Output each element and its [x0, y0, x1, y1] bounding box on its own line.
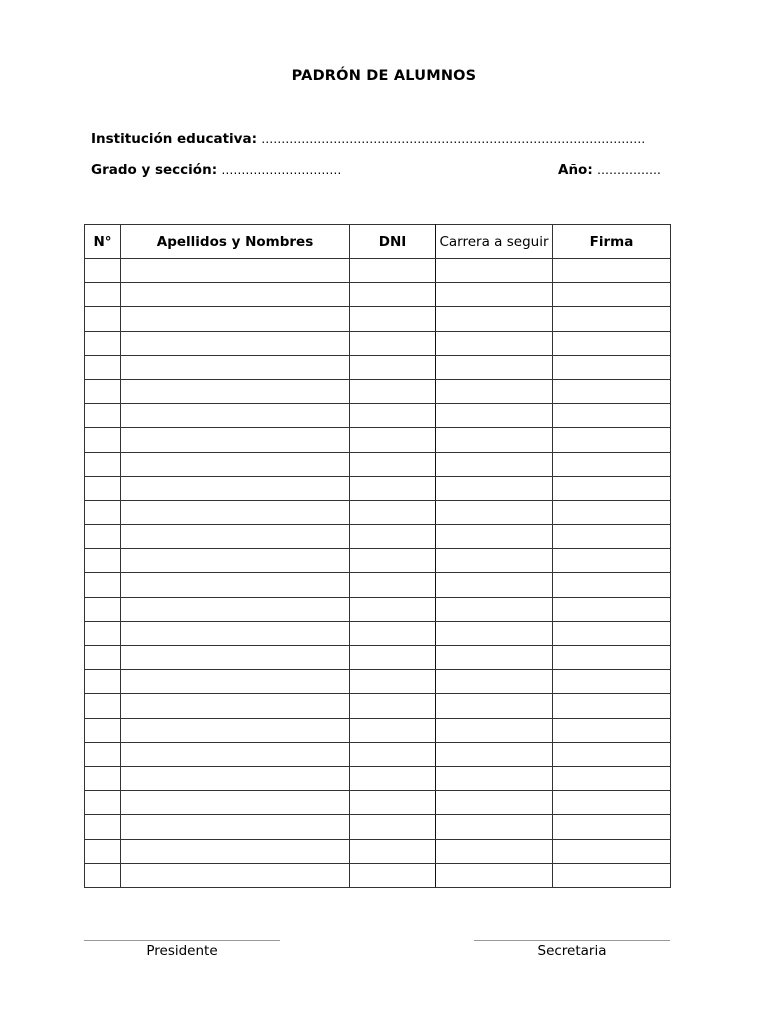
cell-career[interactable] — [436, 766, 553, 790]
table-row — [85, 621, 671, 645]
secretary-signature-label: Secretaria — [537, 943, 607, 959]
table-row — [85, 791, 671, 815]
cell-dni[interactable] — [350, 259, 436, 283]
cell-dni[interactable] — [350, 283, 436, 307]
cell-names[interactable] — [121, 766, 350, 790]
table-row — [85, 815, 671, 839]
cell-signature[interactable] — [553, 476, 671, 500]
table-row — [85, 428, 671, 452]
cell-number[interactable] — [85, 766, 121, 790]
year-field[interactable] — [558, 162, 661, 178]
cell-number[interactable] — [85, 428, 121, 452]
header-career: Carrera a seguir — [436, 225, 553, 259]
cell-dni[interactable] — [350, 573, 436, 597]
cell-number[interactable] — [85, 549, 121, 573]
table-row — [85, 670, 671, 694]
cell-names[interactable] — [121, 839, 350, 863]
cell-signature[interactable] — [553, 428, 671, 452]
cell-signature[interactable] — [553, 694, 671, 718]
cell-dni[interactable] — [350, 791, 436, 815]
cell-dni[interactable] — [350, 379, 436, 403]
cell-number[interactable] — [85, 355, 121, 379]
cell-signature[interactable] — [553, 452, 671, 476]
cell-dni[interactable] — [350, 815, 436, 839]
cell-career[interactable] — [436, 283, 553, 307]
cell-number[interactable] — [85, 379, 121, 403]
cell-career[interactable] — [436, 573, 553, 597]
cell-number[interactable] — [85, 597, 121, 621]
cell-career[interactable] — [436, 428, 553, 452]
header-dni: DNI — [350, 225, 436, 259]
table-row — [85, 839, 671, 863]
year-blank[interactable]: ……………. — [597, 163, 661, 177]
table-row — [85, 694, 671, 718]
cell-career[interactable] — [436, 621, 553, 645]
cell-dni[interactable] — [350, 839, 436, 863]
page-title: PADRÓN DE ALUMNOS — [291, 68, 477, 84]
cell-number[interactable] — [85, 404, 121, 428]
cell-dni[interactable] — [350, 331, 436, 355]
cell-career[interactable] — [436, 500, 553, 524]
cell-number[interactable] — [85, 646, 121, 670]
cell-dni[interactable] — [350, 452, 436, 476]
table-row — [85, 283, 671, 307]
cell-signature[interactable] — [553, 597, 671, 621]
cell-dni[interactable] — [350, 355, 436, 379]
cell-dni[interactable] — [350, 670, 436, 694]
cell-names[interactable] — [121, 791, 350, 815]
cell-career[interactable] — [436, 452, 553, 476]
cell-number[interactable] — [85, 815, 121, 839]
cell-dni[interactable] — [350, 694, 436, 718]
cell-number[interactable] — [85, 259, 121, 283]
student-roster-table — [84, 224, 671, 888]
cell-dni[interactable] — [350, 307, 436, 331]
cell-number[interactable] — [85, 573, 121, 597]
cell-signature[interactable] — [553, 404, 671, 428]
cell-names[interactable] — [121, 379, 350, 403]
cell-names[interactable] — [121, 694, 350, 718]
cell-dni[interactable] — [350, 500, 436, 524]
cell-names[interactable] — [121, 500, 350, 524]
cell-dni[interactable] — [350, 766, 436, 790]
cell-names[interactable] — [121, 549, 350, 573]
table-row — [85, 307, 671, 331]
table-row — [85, 476, 671, 500]
cell-names[interactable] — [121, 525, 350, 549]
cell-number[interactable] — [85, 500, 121, 524]
institution-label: Institución educativa: — [91, 131, 257, 147]
cell-career[interactable] — [436, 815, 553, 839]
president-signature-line — [84, 940, 280, 941]
cell-dni[interactable] — [350, 525, 436, 549]
cell-names[interactable] — [121, 452, 350, 476]
cell-names[interactable] — [121, 331, 350, 355]
table-row — [85, 766, 671, 790]
cell-names[interactable] — [121, 815, 350, 839]
table-row — [85, 259, 671, 283]
cell-names[interactable] — [121, 718, 350, 742]
cell-career[interactable] — [436, 670, 553, 694]
header-number: N° — [85, 225, 121, 259]
cell-career[interactable] — [436, 742, 553, 766]
cell-signature[interactable] — [553, 283, 671, 307]
cell-career[interactable] — [436, 379, 553, 403]
cell-dni[interactable] — [350, 718, 436, 742]
year-label: Año: — [558, 162, 593, 178]
cell-names[interactable] — [121, 476, 350, 500]
cell-dni[interactable] — [350, 742, 436, 766]
cell-signature[interactable] — [553, 573, 671, 597]
cell-number[interactable] — [85, 307, 121, 331]
cell-career[interactable] — [436, 525, 553, 549]
cell-dni[interactable] — [350, 621, 436, 645]
cell-names[interactable] — [121, 742, 350, 766]
cell-signature[interactable] — [553, 525, 671, 549]
president-signature-label: Presidente — [146, 943, 218, 959]
cell-number[interactable] — [85, 742, 121, 766]
cell-career[interactable] — [436, 404, 553, 428]
cell-signature[interactable] — [553, 742, 671, 766]
header-names: Apellidos y Nombres — [121, 225, 350, 259]
cell-career[interactable] — [436, 355, 553, 379]
cell-number[interactable] — [85, 331, 121, 355]
table-row — [85, 646, 671, 670]
cell-names[interactable] — [121, 283, 350, 307]
cell-career[interactable] — [436, 259, 553, 283]
table-row — [85, 549, 671, 573]
cell-career[interactable] — [436, 718, 553, 742]
cell-career[interactable] — [436, 549, 553, 573]
cell-dni[interactable] — [350, 549, 436, 573]
cell-signature[interactable] — [553, 500, 671, 524]
cell-names[interactable] — [121, 428, 350, 452]
cell-number[interactable] — [85, 452, 121, 476]
table-row — [85, 355, 671, 379]
cell-signature[interactable] — [553, 670, 671, 694]
cell-career[interactable] — [436, 646, 553, 670]
grade-section-label: Grado y sección: — [91, 162, 218, 178]
cell-names[interactable] — [121, 573, 350, 597]
table-row — [85, 452, 671, 476]
cell-names[interactable] — [121, 670, 350, 694]
cell-names[interactable] — [121, 307, 350, 331]
cell-signature[interactable] — [553, 718, 671, 742]
institution-field[interactable] — [91, 131, 645, 147]
table-row — [85, 404, 671, 428]
institution-blank[interactable]: …………………………………………………………………………………… — [261, 132, 646, 146]
cell-number[interactable] — [85, 839, 121, 863]
cell-career[interactable] — [436, 791, 553, 815]
cell-names[interactable] — [121, 863, 350, 887]
table-body — [85, 259, 671, 888]
cell-career[interactable] — [436, 331, 553, 355]
cell-dni[interactable] — [350, 597, 436, 621]
table-row — [85, 742, 671, 766]
cell-dni[interactable] — [350, 476, 436, 500]
cell-signature[interactable] — [553, 815, 671, 839]
cell-career[interactable] — [436, 307, 553, 331]
cell-dni[interactable] — [350, 646, 436, 670]
cell-number[interactable] — [85, 476, 121, 500]
cell-number[interactable] — [85, 694, 121, 718]
cell-signature[interactable] — [553, 355, 671, 379]
cell-career[interactable] — [436, 476, 553, 500]
cell-signature[interactable] — [553, 549, 671, 573]
cell-names[interactable] — [121, 621, 350, 645]
table-row — [85, 863, 671, 887]
cell-number[interactable] — [85, 863, 121, 887]
cell-signature[interactable] — [553, 379, 671, 403]
table-row — [85, 573, 671, 597]
cell-number[interactable] — [85, 621, 121, 645]
secretary-signature-line — [474, 940, 670, 941]
cell-signature[interactable] — [553, 259, 671, 283]
cell-signature[interactable] — [553, 839, 671, 863]
cell-career[interactable] — [436, 839, 553, 863]
table-row — [85, 718, 671, 742]
table-row — [85, 331, 671, 355]
cell-names[interactable] — [121, 355, 350, 379]
grade-section-blank[interactable]: ………………………… — [221, 163, 342, 177]
cell-signature[interactable] — [553, 766, 671, 790]
cell-names[interactable] — [121, 259, 350, 283]
table-row — [85, 379, 671, 403]
cell-dni[interactable] — [350, 863, 436, 887]
cell-names[interactable] — [121, 646, 350, 670]
table-row — [85, 525, 671, 549]
cell-signature[interactable] — [553, 621, 671, 645]
cell-number[interactable] — [85, 718, 121, 742]
cell-signature[interactable] — [553, 307, 671, 331]
cell-career[interactable] — [436, 863, 553, 887]
header-signature: Firma — [553, 225, 671, 259]
cell-number[interactable] — [85, 670, 121, 694]
cell-signature[interactable] — [553, 331, 671, 355]
cell-names[interactable] — [121, 597, 350, 621]
cell-number[interactable] — [85, 283, 121, 307]
cell-signature[interactable] — [553, 646, 671, 670]
cell-dni[interactable] — [350, 428, 436, 452]
cell-names[interactable] — [121, 404, 350, 428]
cell-career[interactable] — [436, 694, 553, 718]
cell-signature[interactable] — [553, 863, 671, 887]
grade-section-field[interactable] — [91, 162, 341, 178]
cell-dni[interactable] — [350, 404, 436, 428]
cell-number[interactable] — [85, 525, 121, 549]
cell-signature[interactable] — [553, 791, 671, 815]
cell-number[interactable] — [85, 791, 121, 815]
table-row — [85, 500, 671, 524]
table-row — [85, 597, 671, 621]
cell-career[interactable] — [436, 597, 553, 621]
table-header-row — [85, 225, 671, 259]
